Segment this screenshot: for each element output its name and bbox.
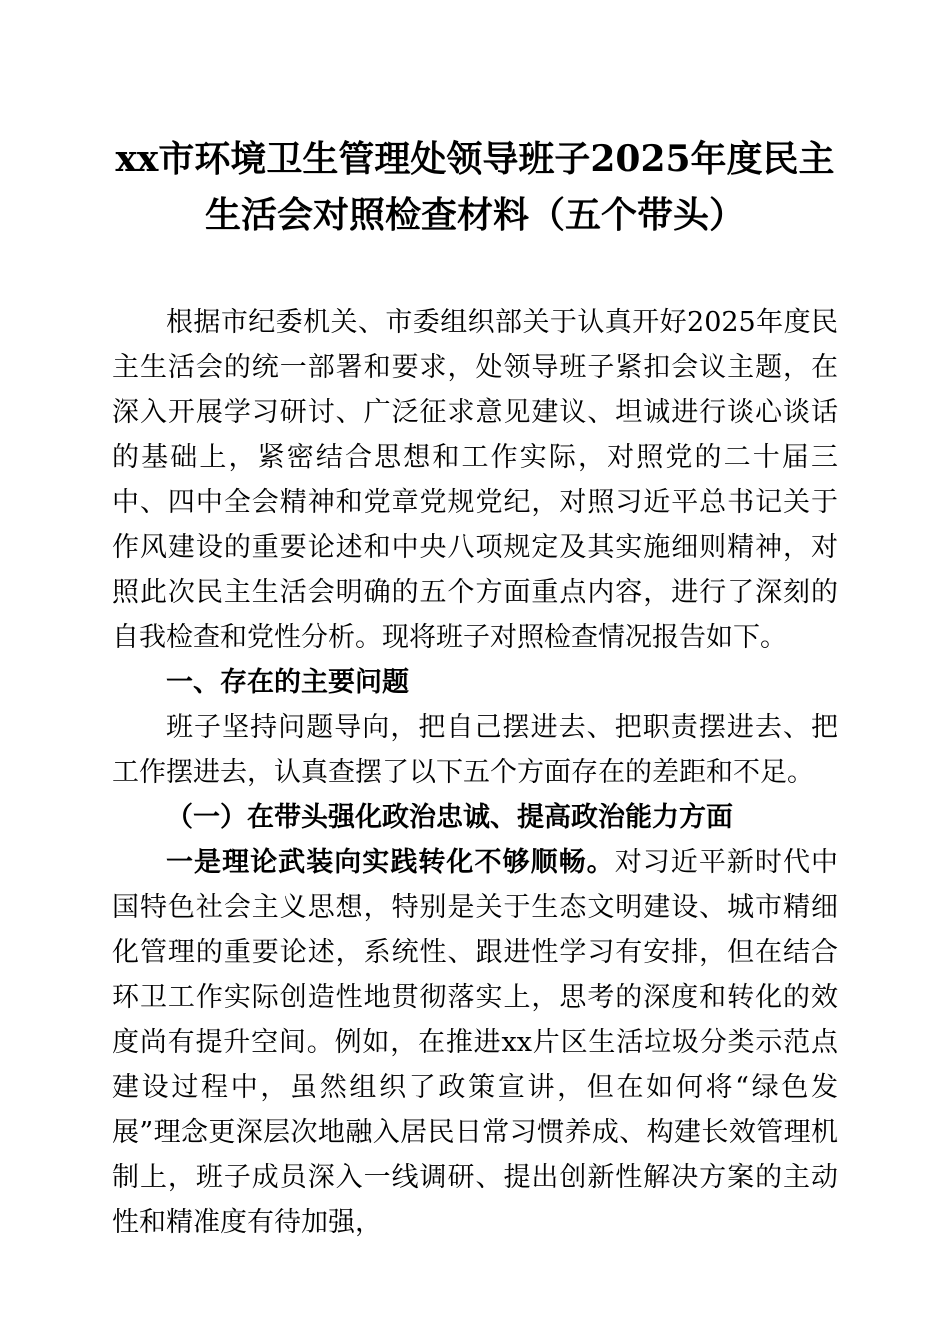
section-heading: 一、存在的主要问题 <box>166 666 409 698</box>
paragraph: 根据市纪委机关、市委组织部关于认真开好2025年度民主生活会的统一部署和要求，处领导班子紧扣会议主题，在深入开展学习研讨、广泛征求意见建议、坦诚进行谈心谈话的基础上，紧密结合思想和工作实际，对照党的二十届三中、四中全会精神和党章党规党纪，对照习近平总书记关于作风建设的重要论述和中央八项规定及其实施细则精神，对照此次民主生活会明确的五个方面重点内容，进行了深刻的自我检查和党性分析。现将班子对照检查情况报告如下。 <box>112 306 838 653</box>
section-heading: （一）在带头强化政治忠诚、提高政治能力方面 <box>166 801 733 833</box>
paragraph: 班子坚持问题导向，把自己摆进去、把职责摆进去、把工作摆进去，认真查摆了以下五个方面存在的差距和不足。 <box>112 711 838 788</box>
paragraph-bold-lead: 一是理论武装向实践转化不够顺畅。 <box>166 846 615 878</box>
document-body <box>112 300 838 1245</box>
paragraph: 一是理论武装向实践转化不够顺畅。对习近平新时代中国特色社会主义思想，特别是关于生态文明建设、城市精细化管理的重要论述，系统性、跟进性学习有安排，但在结合环卫工作实际创造性地贯彻落实上，思考的深度和转化的效度尚有提升空间。例如，在推进xx片区生活垃圾分类示范点建设过程中，虽然组织了政策宣讲，但在如何将“绿色发展”理念更深层次地融入居民日常习惯养成、构建长效管理机制上，班子成员深入一线调研、提出创新性解决方案的主动性和精准度有待加强， <box>112 846 839 1238</box>
document-title: xx市环境卫生管理处领导班子2025年度民主生活会对照检查材料（五个带头） <box>115 138 835 236</box>
